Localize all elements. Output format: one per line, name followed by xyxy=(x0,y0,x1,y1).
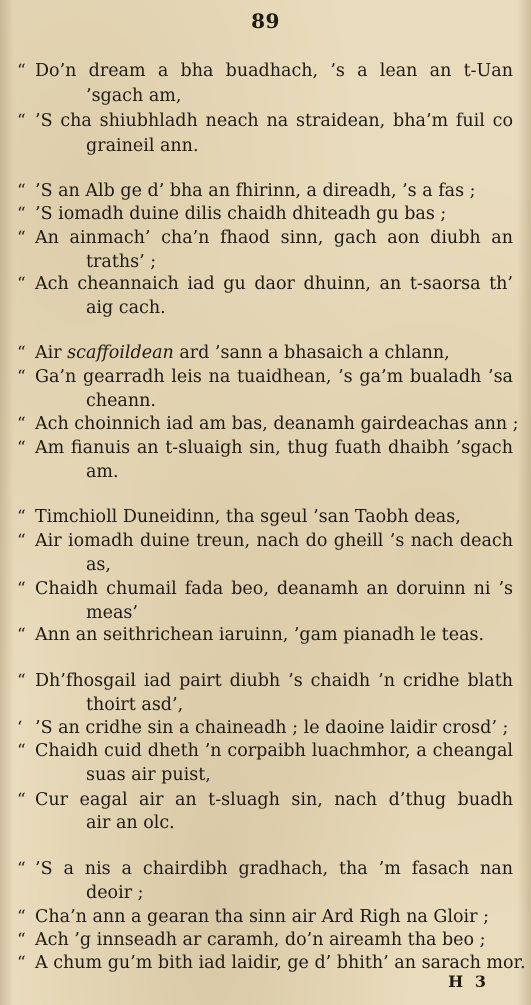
opening-quote-mark: “ xyxy=(17,859,26,879)
opening-quote-mark: “ xyxy=(17,414,26,434)
opening-quote-mark: “ xyxy=(17,907,26,927)
poem-line-text: Cur eagal air an t-sluagh sin, nach d’thug buadh xyxy=(35,790,513,810)
poem-line-text: An ainmach’ cha’n fhaod sinn, gach aon diubh an xyxy=(35,228,513,248)
poem-line-continuation: cheann. xyxy=(86,391,156,411)
poem-line-continuation: traths’ ; xyxy=(86,252,157,272)
signature-mark: H 3 xyxy=(448,972,489,991)
opening-quote-mark: “ xyxy=(17,671,26,691)
poem-line-text: A chum gu’m bith iad laidir, ge d’ bhith’ an sarach mor. xyxy=(35,953,526,973)
opening-quote-mark: “ xyxy=(17,274,26,294)
poem-line-text: Am fianuis an t-sluaigh sin, thug fuath dhaibh ’sgach xyxy=(35,438,513,458)
poem-line-text: Timchioll Duneidinn, tha sgeul ’san Taobh deas, xyxy=(35,507,461,527)
poem-line-text: ’S an Alb ge d’ bha an fhirinn, a direadh, ’s a fas ; xyxy=(35,181,476,201)
poem-line-text: ’S an cridhe sin a chaineadh ; le daoine laidir crosd’ ; xyxy=(35,718,509,738)
opening-quote-mark: “ xyxy=(17,531,26,551)
poem-line-continuation: aig cach. xyxy=(86,298,166,318)
opening-quote-mark: “ xyxy=(17,507,26,527)
opening-quote-mark: “ xyxy=(17,204,26,224)
page-number: 89 xyxy=(251,9,280,33)
poem-line-text: Air iomadh duine treun, nach do gheill ’s nach deach xyxy=(35,531,513,551)
poem-line-continuation: deoir ; xyxy=(86,883,144,903)
opening-quote-mark: “ xyxy=(17,930,26,950)
poem-line-text: ’S a nis a chairdibh gradhach, tha ’m fasach nan xyxy=(35,859,513,879)
poem-line-continuation: ’sgach am, xyxy=(86,86,182,106)
opening-quote-mark: “ xyxy=(17,367,26,387)
poem-line-continuation: am. xyxy=(86,462,119,482)
opening-quote-mark: “ xyxy=(17,181,26,201)
poem-line-text: ’S cha shiubhladh neach na straidean, bha’m fuil co xyxy=(35,111,513,131)
poem-line-text: Cha’n ann a gearan tha sinn air Ard Righ na Gloir ; xyxy=(35,907,489,927)
opening-quote-mark: “ xyxy=(17,438,26,458)
poem-line-text: Chaidh cuid dheth ’n corpaibh luachmhor, a cheangal xyxy=(35,741,513,761)
poem-line-continuation: thoirt asd’, xyxy=(86,695,184,715)
poem-line-text: Ga’n gearradh leis na tuaidhean, ’s ga’m bualadh ’sa xyxy=(35,367,513,387)
poem-line-continuation: meas’ xyxy=(86,603,138,623)
line-text-part: ard ’sann a bhasaich a chlann, xyxy=(173,343,450,363)
poem-line-continuation: suas air puist, xyxy=(86,765,211,785)
line-text-part: Air xyxy=(35,343,68,363)
opening-quote-mark: “ xyxy=(17,953,26,973)
poem-line-text: Do’n dream a bha buadhach, ’s a lean an t-Uan xyxy=(35,61,513,81)
opening-quote-mark: “ xyxy=(17,343,26,363)
poem-line-text: Ach cheannaich iad gu daor dhuinn, an t-saorsa th’ xyxy=(35,274,513,294)
poem-line-text: Dh’fhosgail iad pairt diubh ’s chaidh ’n cridhe blath xyxy=(35,671,513,691)
poem-line-text xyxy=(35,342,513,364)
poem-line-text: Ann an seithrichean iaruinn, ’gam pianadh le teas. xyxy=(35,625,485,645)
opening-quote-mark: “ xyxy=(17,61,26,81)
opening-quote-mark: ‘ xyxy=(17,718,23,738)
opening-quote-mark: “ xyxy=(17,228,26,248)
poem-line-text: Ach choinnich iad am bas, deanamh gairdeachas ann ; xyxy=(35,414,519,434)
poem-line-continuation: graineil ann. xyxy=(86,136,199,156)
opening-quote-mark: “ xyxy=(17,111,26,131)
opening-quote-mark: “ xyxy=(17,790,26,810)
opening-quote-mark: “ xyxy=(17,625,26,645)
opening-quote-mark: “ xyxy=(17,579,26,599)
opening-quote-mark: “ xyxy=(17,741,26,761)
poem-line-continuation: air an olc. xyxy=(86,813,175,833)
italic-word: scaffoildean xyxy=(67,343,174,363)
poem-line-continuation: as, xyxy=(86,555,111,575)
poem-line-text: Chaidh chumail fada beo, deanamh an doruinn ni ’s xyxy=(35,579,513,599)
poem-line-text: ’S iomadh duine dilis chaidh dhiteadh gu bas ; xyxy=(35,204,447,224)
poem-line-text: Ach ’g innseadh ar caramh, do’n aireamh tha beo ; xyxy=(35,930,486,950)
